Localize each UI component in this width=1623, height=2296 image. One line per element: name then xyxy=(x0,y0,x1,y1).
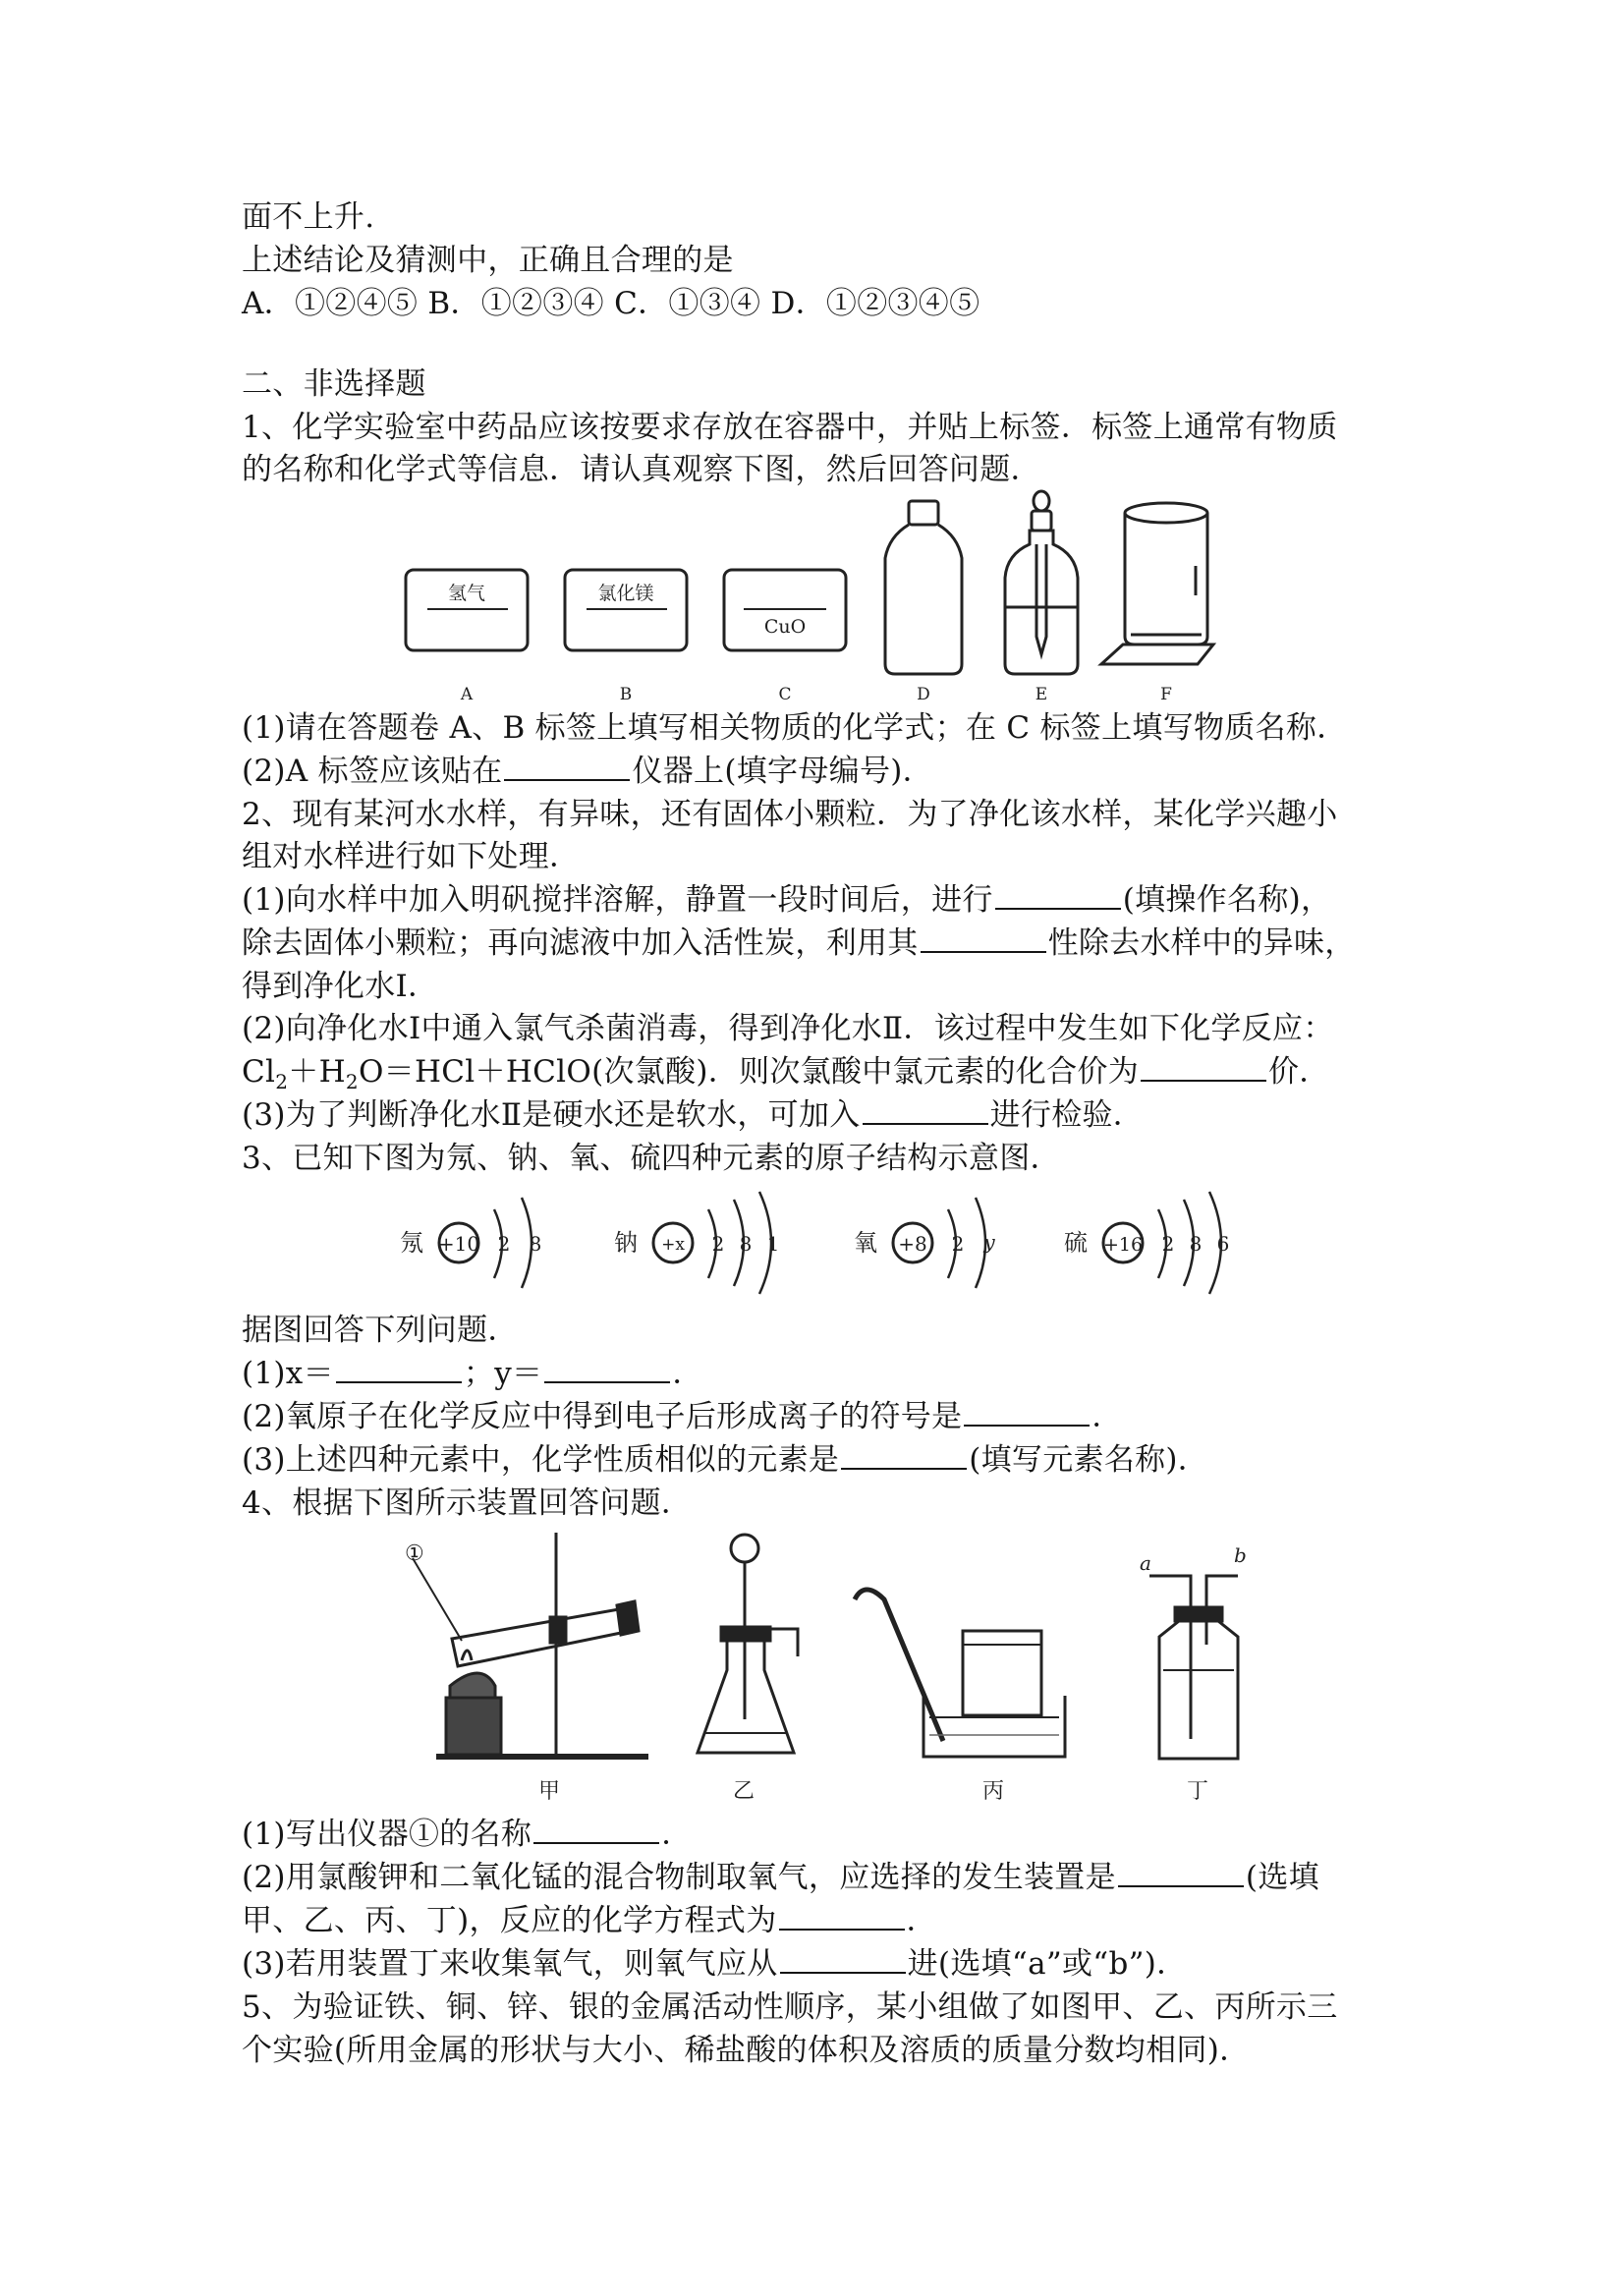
q3-sub-1 xyxy=(242,1354,703,1393)
formula-h: ＋H xyxy=(288,1054,346,1090)
q3-line-1: 3、已知下图为氖、钠、氧、硫四种元素的原子结构示意图． xyxy=(242,1141,1061,1176)
fig1-letter-f: F xyxy=(1160,685,1172,704)
apparatus-jia xyxy=(413,1533,648,1757)
q4-sub-2-text-d: ． xyxy=(906,1903,937,1938)
atom-sodium xyxy=(614,1192,779,1294)
intro-line-2: 上述结论及猜测中，正确且合理的是 xyxy=(242,243,734,278)
q2-sub-2-tail: 价． xyxy=(1268,1054,1330,1090)
q2-sub-1-text-b: (填操作名称)， xyxy=(1122,882,1332,918)
formula-rest: O＝HCl＋HClO(次氯酸)．则次氯酸中氯元素的化合价为 xyxy=(358,1054,1139,1090)
formula-sub: 2 xyxy=(345,1070,359,1094)
q2-sub-1-text-a: (1)向水样中加入明矾搅拌溶解，静置一段时间后，进行 xyxy=(242,882,993,918)
q4-sub-1-text-a: (1)写出仪器①的名称 xyxy=(242,1817,532,1852)
answer-blank[interactable] xyxy=(779,1901,905,1931)
formula-cl: Cl xyxy=(242,1054,276,1090)
q2-sub-1-end: 得到净化水Ⅰ． xyxy=(242,969,439,1004)
apparatus-yi xyxy=(698,1535,798,1753)
answer-blank[interactable] xyxy=(841,1440,967,1470)
answer-blank[interactable] xyxy=(1141,1052,1266,1082)
label-c-text: CuO xyxy=(763,616,807,638)
answer-blank[interactable] xyxy=(336,1354,462,1383)
atomic-structure-diagrams xyxy=(388,1184,1253,1312)
marker-1: ① xyxy=(405,1541,424,1566)
fig1-letter-d: D xyxy=(917,685,930,704)
q3-sub-1-text-c: ． xyxy=(672,1356,703,1391)
q3-sub-2 xyxy=(242,1397,1123,1436)
q3-sub-3-text-a: (3)上述四种元素中，化学性质相似的元素是 xyxy=(242,1442,840,1478)
q1-sub-2 xyxy=(242,752,933,791)
section-title: 二、非选择题 xyxy=(242,366,426,402)
label-c xyxy=(724,570,846,650)
q4-line-1: 4、根据下图所示装置回答问题． xyxy=(242,1485,693,1521)
apparatus-ding xyxy=(1149,1576,1238,1759)
q3-sub-1-text-a: (1)x＝ xyxy=(242,1356,334,1391)
q1-sub-1: (1)请在答题卷 A、B 标签上填写相关物质的化学式；在 C 标签上填写物质名称． xyxy=(242,710,1348,746)
q3-sub-2-text-b: ． xyxy=(1091,1399,1123,1434)
atom-sulfur-shell-1: 2 xyxy=(1161,1232,1175,1256)
atom-sulfur-shell-2: 8 xyxy=(1189,1232,1203,1256)
atom-neon-shell-2: 8 xyxy=(529,1232,542,1256)
q4-sub-1-text-b: ． xyxy=(661,1817,693,1852)
q3-sub-2-text-a: (2)氧原子在化学反应中得到电子后形成离子的符号是 xyxy=(242,1399,963,1434)
answer-blank[interactable] xyxy=(1118,1858,1244,1887)
answer-blank[interactable] xyxy=(964,1397,1090,1427)
q2-sub-2: (2)向净化水Ⅰ中通入氯气杀菌消毒，得到净化水Ⅱ．该过程中发生如下化学反应： xyxy=(242,1011,1334,1046)
atom-oxygen-shell-2: y xyxy=(983,1230,995,1254)
q4-sub-3-text-b: 进(选填“a”或“b”)． xyxy=(907,1946,1188,1982)
q4-sub-2 xyxy=(242,1858,1319,1897)
intro-line-1: 面不上升. xyxy=(242,199,375,235)
atom-oxygen-shell-1: 2 xyxy=(951,1232,965,1256)
answer-blank[interactable] xyxy=(544,1354,670,1383)
atom-neon-shell-1: 2 xyxy=(497,1232,511,1256)
answer-blank[interactable] xyxy=(863,1095,988,1125)
answer-blank[interactable] xyxy=(533,1815,659,1844)
answer-blank[interactable] xyxy=(780,1944,906,1974)
apparatus-bing xyxy=(855,1590,1065,1757)
atom-oxygen-name: 氧 xyxy=(854,1229,877,1257)
atom-neon xyxy=(400,1198,541,1288)
q2-sub-3-text-b: 进行检验． xyxy=(989,1097,1145,1133)
q2-sub-1 xyxy=(242,880,1331,920)
fig1-letter-c: C xyxy=(778,685,792,704)
label-a xyxy=(406,570,528,650)
caption-yi: 乙 xyxy=(733,1779,756,1804)
q4-sub-2-text-b: (选填 xyxy=(1245,1860,1319,1895)
atom-sodium-shell-3: 1 xyxy=(766,1232,780,1256)
q4-sub-1 xyxy=(242,1815,693,1854)
label-b xyxy=(565,570,687,650)
caption-bing: 丙 xyxy=(982,1779,1005,1804)
answer-blank[interactable] xyxy=(504,752,630,781)
caption-jia: 甲 xyxy=(538,1779,561,1804)
dropper-bottle-e-icon xyxy=(1005,491,1078,674)
atom-oxygen xyxy=(854,1198,995,1288)
atom-oxygen-nucleus: +8 xyxy=(898,1232,927,1256)
lab-apparatus-figure xyxy=(393,1523,1248,1818)
atom-neon-nucleus: +10 xyxy=(437,1232,480,1256)
answer-blank[interactable] xyxy=(921,924,1046,953)
atom-sulfur-name: 硫 xyxy=(1064,1229,1088,1257)
gas-jar-f-icon xyxy=(1101,503,1213,664)
q4-sub-3 xyxy=(242,1944,1187,1984)
atom-sodium-shell-2: 8 xyxy=(739,1232,753,1256)
atom-sulfur xyxy=(1064,1192,1229,1294)
q2-sub-1-cont xyxy=(242,924,1356,963)
q4-sub-2-text-c: 甲、乙、丙、丁)，反应的化学方程式为 xyxy=(242,1903,777,1938)
q3-sub-1-text-b: ；y＝ xyxy=(463,1356,543,1391)
q1-sub-2-text-b: 仪器上(填字母编号)． xyxy=(632,754,933,789)
atom-sulfur-shell-3: 6 xyxy=(1216,1232,1230,1256)
bottle-d-icon xyxy=(885,501,962,674)
fig1-letter-e: E xyxy=(1035,685,1048,704)
q2-sub-1-text-c: 除去固体小颗粒；再向滤液中加入活性炭，利用其 xyxy=(242,925,919,961)
port-a-label: a xyxy=(1140,1551,1151,1575)
q2-sub-2-equation xyxy=(242,1052,1330,1101)
fig1-letter-a: A xyxy=(460,685,474,704)
q1-line-1: 1、化学实验室中药品应该按要求存放在容器中，并贴上标签．标签上通常有物质 xyxy=(242,410,1338,445)
intro-options: A．①②④⑤ B．①②③④ C．①③④ D．①②③④⑤ xyxy=(242,286,980,321)
q4-sub-3-text-a: (3)若用装置丁来收集氧气，则氧气应从 xyxy=(242,1946,778,1982)
q2-sub-3-text-a: (3)为了判断净化水Ⅱ是硬水还是软水，可加入 xyxy=(242,1097,861,1133)
q2-sub-1-text-d: 性除去水样中的异味， xyxy=(1047,925,1356,961)
port-b-label: b xyxy=(1234,1543,1247,1567)
q2-line-1: 2、现有某河水水样，有异味，还有固体小颗粒．为了净化该水样，某化学兴趣小 xyxy=(242,797,1338,832)
atom-sulfur-nucleus: +16 xyxy=(1102,1234,1144,1256)
atom-neon-name: 氖 xyxy=(400,1229,423,1257)
caption-ding: 丁 xyxy=(1187,1779,1209,1804)
q4-sub-2-cont xyxy=(242,1901,937,1940)
q1-sub-2-text-a: (2)A 标签应该贴在 xyxy=(242,754,503,789)
q3-sub-3-text-b: (填写元素名称)． xyxy=(969,1442,1209,1478)
q2-sub-3 xyxy=(242,1095,1144,1135)
atom-sodium-nucleus: +x xyxy=(661,1235,685,1255)
q5-line-1: 5、为验证铁、铜、锌、银的金属活动性顺序，某小组做了如图甲、乙、丙所示三 xyxy=(242,1989,1338,2025)
q2-line-2: 组对水样进行如下处理． xyxy=(242,839,581,874)
label-b-text: 氯化镁 xyxy=(597,583,654,604)
formula-sub: 2 xyxy=(275,1070,289,1094)
fig1-letter-b: B xyxy=(619,685,633,704)
atom-sodium-name: 钠 xyxy=(614,1229,638,1257)
q5-line-2: 个实验(所用金属的形状与大小、稀盐酸的体积及溶质的质量分数均相同)． xyxy=(242,2033,1251,2068)
q1-line-2: 的名称和化学式等信息．请认真观察下图，然后回答问题． xyxy=(242,452,1041,487)
atom-sodium-shell-1: 2 xyxy=(711,1232,725,1256)
q1-figure-labels-and-bottles xyxy=(398,489,1228,710)
q4-sub-2-text-a: (2)用氯酸钾和二氧化锰的混合物制取氧气，应选择的发生装置是 xyxy=(242,1860,1116,1895)
q3-sub-3 xyxy=(242,1440,1208,1480)
label-a-text: 氢气 xyxy=(447,583,486,604)
answer-blank[interactable] xyxy=(995,880,1121,910)
q3-line-2: 据图回答下列问题． xyxy=(242,1313,519,1348)
